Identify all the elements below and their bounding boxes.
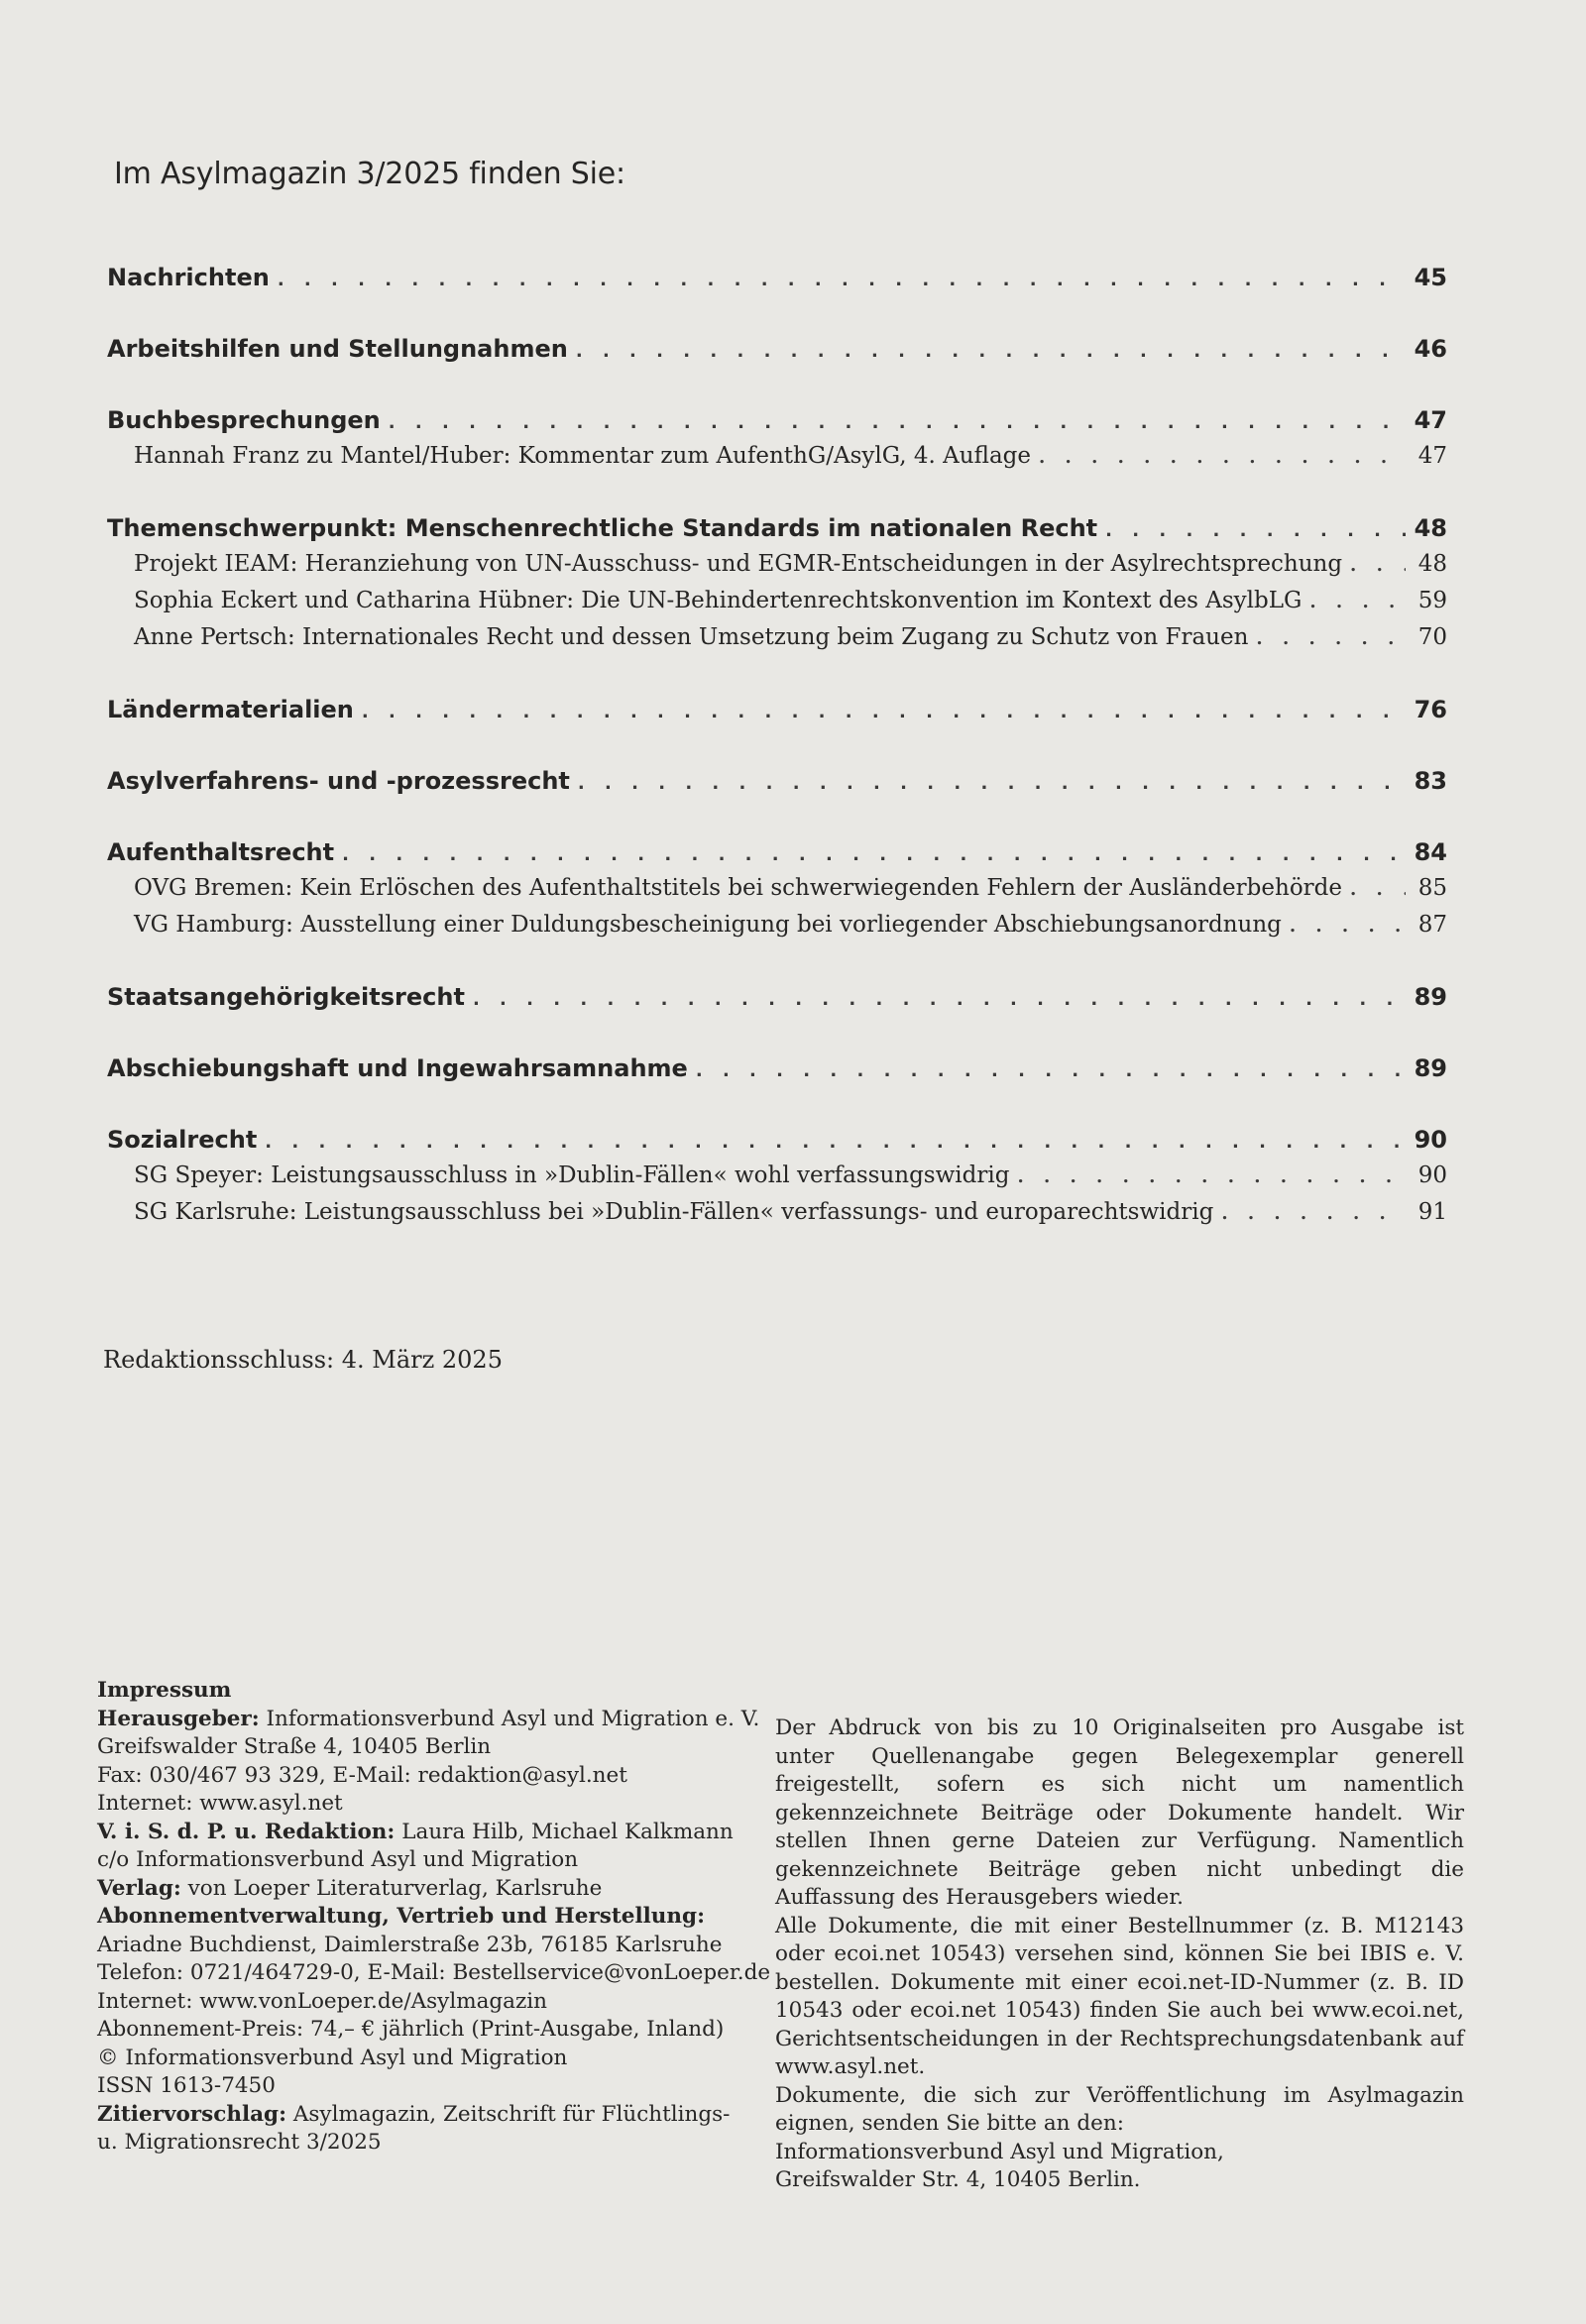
toc-entry-title: Projekt IEAM: Heranziehung von UN-Ausschuss- und EGMR-Entscheidungen in der Asylrechtsprechung: [134, 551, 1343, 577]
subscription-label: Abonnementverwaltung, Vertrieb und Herstellung:: [97, 1904, 706, 1929]
citation-line2: u. Migrationsrecht 3/2025: [97, 2130, 382, 2155]
toc-heading-title: Ländermaterialien: [107, 696, 354, 723]
toc-section: [107, 260, 1447, 295]
imprint-editor: [97, 1819, 751, 1847]
notice-paragraph-reprint: Der Abdruck von bis zu 10 Originalseiten pro Ausgabe ist unter Quellenangabe gegen Belegexemplar generell freigestellt, sofern es sich nicht um namentlich gekennzeichnete Beiträge oder Dokumente handelt. Wir stellen Ihnen gerne Dateien zur Verfügung. Namentlich gekennzeichnete Beiträge geben nicht unbedingt die Auffassung des Herausgebers wieder.: [775, 1715, 1464, 1910]
toc-heading: [107, 402, 1447, 438]
dot-leader: [1017, 1159, 1406, 1195]
toc-heading: [107, 834, 1447, 870]
dot-leader: [1350, 547, 1406, 584]
toc-entry: [107, 1194, 1447, 1231]
publisher-internet: Internet: www.asyl.net: [97, 1791, 343, 1816]
toc-heading-title: Asylverfahrens- und -prozessrecht: [107, 767, 570, 795]
toc-heading: [107, 331, 1447, 367]
toc-entry-page-number: 70: [1417, 624, 1447, 650]
toc-entry-page-number: 87: [1417, 912, 1447, 938]
toc-heading-page-number: 47: [1414, 406, 1447, 434]
dot-leader: [265, 1125, 1406, 1161]
toc-section: [107, 402, 1447, 475]
dot-leader: [278, 263, 1406, 298]
dot-leader: [1039, 439, 1406, 476]
dot-leader: [389, 405, 1406, 441]
toc-section: [107, 692, 1447, 727]
toc-entry-page-number: 90: [1417, 1162, 1447, 1188]
toc-heading-page-number: 48: [1414, 514, 1447, 542]
publishing-house-name: von Loeper Literaturverlag, Karlsruhe: [187, 1875, 603, 1901]
dot-leader: [342, 837, 1406, 873]
dot-leader: [696, 1053, 1406, 1089]
dot-leader: [1256, 620, 1406, 657]
toc-heading: [107, 1122, 1447, 1158]
editor-label: V. i. S. d. P. u. Redaktion:: [97, 1819, 396, 1844]
toc-entry-title: VG Hamburg: Ausstellung einer Duldungsbescheinigung bei vorliegender Abschiebungsanordnung: [134, 912, 1282, 938]
dot-leader: [1290, 908, 1406, 944]
subscription-price: Abonnement-Preis: 74,– € jährlich (Print-Ausgabe, Inland): [97, 2017, 725, 2042]
notice-paragraph-documents: Alle Dokumente, die mit einer Bestellnummer (z. B. M12143 oder ecoi.net 10543) versehen sind, können Sie bei IBIS e. V. bestellen. Dokumente mit einer ecoi.net-ID-Nummer (z. B. ID 10543 oder ecoi.net 10543) finden Sie auch bei www.ecoi.net, Gerichtsentscheidungen in der Rechtsprechungsdatenbank auf www.asyl.net.: [775, 1913, 1464, 2079]
toc-heading-title: Buchbesprechungen: [107, 406, 381, 434]
publisher-name: Informationsverbund Asyl und Migration e. V.: [266, 1706, 760, 1731]
toc-entry-page-number: 91: [1417, 1199, 1447, 1225]
toc-heading-title: Staatsangehörigkeitsrecht: [107, 983, 465, 1011]
toc-heading-title: Nachrichten: [107, 264, 270, 291]
notice-paragraph-submission: Dokumente, die sich zur Veröffentlichung im Asylmagazin eignen, senden Sie bitte an den:: [775, 2082, 1464, 2136]
toc-entry: [107, 546, 1447, 583]
toc-heading-page-number: 45: [1414, 264, 1447, 291]
toc-entry-title: OVG Bremen: Kein Erlöschen des Aufenthaltstitels bei schwerwiegenden Fehlern der Ausländerbehörde: [134, 875, 1342, 901]
publisher-address: Greifswalder Straße 4, 10405 Berlin: [97, 1734, 492, 1759]
toc-entry: [107, 907, 1447, 943]
toc-entry-title: Hannah Franz zu Mantel/Huber: Kommentar zum AufenthG/AsylG, 4. Auflage: [134, 443, 1031, 469]
toc-entry-title: Anne Pertsch: Internationales Recht und dessen Umsetzung beim Zugang zu Schutz von Frauen: [134, 624, 1249, 650]
toc-heading: [107, 979, 1447, 1015]
toc-section: [107, 331, 1447, 367]
page-heading: Im Asylmagazin 3/2025 finden Sie:: [114, 157, 625, 191]
imprint-publisher: [97, 1706, 760, 1734]
editor-address: c/o Informationsverbund Asyl und Migration: [97, 1847, 579, 1872]
toc-section: [107, 834, 1447, 943]
toc-entry-page-number: 48: [1417, 551, 1447, 577]
editor-names: Laura Hilb, Michael Kalkmann: [401, 1819, 734, 1844]
dot-leader: [578, 766, 1406, 802]
citation-line1: Asylmagazin, Zeitschrift für Flüchtlings-: [292, 2101, 731, 2127]
publisher-label: Herausgeber:: [97, 1706, 260, 1731]
notice-address-line1: Informationsverbund Asyl und Migration,: [775, 2139, 1224, 2164]
toc-heading: [107, 1051, 1447, 1086]
citation-label: Zitiervorschlag:: [97, 2101, 287, 2127]
toc-entry-title: Sophia Eckert und Catharina Hübner: Die UN-Behindertenrechtskonvention im Kontext des AsylbLG: [134, 588, 1303, 613]
toc-heading-title: Aufenthaltsrecht: [107, 838, 335, 866]
toc-section: [107, 510, 1447, 656]
toc-entry-title: SG Karlsruhe: Leistungsausschluss bei »Dublin-Fällen« verfassungs- und europarechtswidrig: [134, 1199, 1214, 1225]
closing-date: Redaktionsschluss: 4. März 2025: [103, 1346, 503, 1374]
toc-heading: [107, 692, 1447, 727]
publisher-fax-email: Fax: 030/467 93 329, E-Mail: redaktion@asyl.net: [97, 1762, 627, 1788]
toc-heading-title: Sozialrecht: [107, 1126, 258, 1154]
imprint: [97, 1677, 771, 2158]
imprint-publishing-house: [97, 1875, 751, 1904]
toc-entry-page-number: 59: [1417, 588, 1447, 613]
dot-leader: [1221, 1195, 1406, 1232]
dot-leader: [1309, 584, 1406, 620]
toc-heading-title: Themenschwerpunkt: Menschenrechtliche Standards im nationalen Recht: [107, 514, 1098, 542]
dot-leader: [1350, 871, 1406, 908]
toc-heading: [107, 260, 1447, 295]
toc-heading-page-number: 46: [1414, 335, 1447, 363]
toc-section: [107, 1122, 1447, 1231]
dot-leader: [473, 982, 1406, 1018]
toc-section: [107, 763, 1447, 799]
toc-entry-page-number: 47: [1417, 443, 1447, 469]
toc-heading: [107, 763, 1447, 799]
toc-heading: [107, 510, 1447, 546]
copyright: © Informationsverbund Asyl und Migration: [97, 2045, 568, 2070]
toc-entry-page-number: 85: [1417, 875, 1447, 901]
toc-heading-page-number: 89: [1414, 1054, 1447, 1082]
toc-section: [107, 979, 1447, 1015]
toc-heading-title: Abschiebungshaft und Ingewahrsamnahme: [107, 1054, 688, 1082]
subscription-contact: Telefon: 0721/464729-0, E-Mail: Bestellservice@vonLoeper.de: [97, 1960, 771, 1985]
toc-entry: [107, 1158, 1447, 1194]
dot-leader: [362, 695, 1406, 730]
reprint-notice: [775, 1715, 1464, 2195]
toc-heading-page-number: 83: [1414, 767, 1447, 795]
toc-entry: [107, 870, 1447, 907]
dot-leader: [576, 334, 1406, 370]
toc-heading-page-number: 89: [1414, 983, 1447, 1011]
toc-entry: [107, 619, 1447, 656]
subscription-internet: Internet: www.vonLoeper.de/Asylmagazin: [97, 1988, 548, 2014]
toc-section: [107, 1051, 1447, 1086]
toc-heading-page-number: 76: [1414, 696, 1447, 723]
citation: [97, 2101, 751, 2130]
toc-heading-title: Arbeitshilfen und Stellungnahmen: [107, 335, 568, 363]
toc-heading-page-number: 90: [1414, 1126, 1447, 1154]
toc-entry-title: SG Speyer: Leistungsausschluss in »Dublin-Fällen« wohl verfassungswidrig: [134, 1162, 1010, 1188]
issn: ISSN 1613-7450: [97, 2073, 276, 2098]
publishing-house-label: Verlag:: [97, 1875, 181, 1901]
dot-leader: [1105, 513, 1406, 549]
imprint-title: Impressum: [97, 1678, 232, 1703]
toc-entry: [107, 583, 1447, 619]
table-of-contents: [107, 260, 1447, 1231]
notice-address-line2: Greifswalder Str. 4, 10405 Berlin.: [775, 2167, 1141, 2192]
toc-heading-page-number: 84: [1414, 838, 1447, 866]
subscription-address: Ariadne Buchdienst, Daimlerstraße 23b, 76185 Karlsruhe: [97, 1932, 723, 1957]
toc-entry: [107, 438, 1447, 475]
